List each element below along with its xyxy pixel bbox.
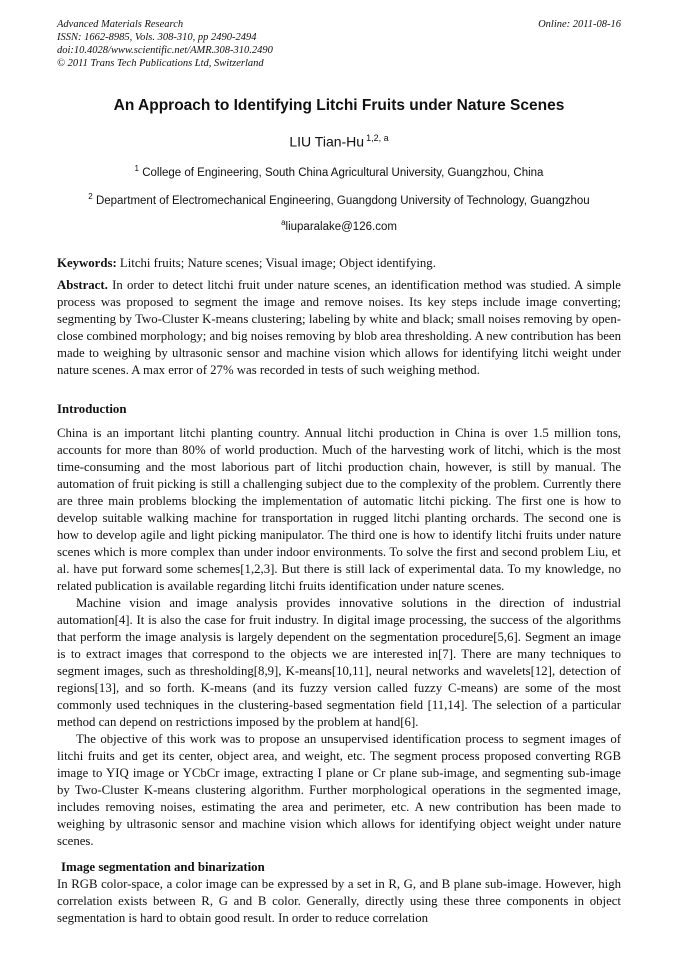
section-heading-introduction: Introduction (57, 402, 127, 417)
issn-line: ISSN: 1662-8985, Vols. 308-310, pp 2490-2494 (57, 32, 257, 43)
copyright-line: © 2011 Trans Tech Publications Ltd, Switzerland (57, 58, 264, 69)
author-email (57, 216, 621, 234)
affiliation-2-text: Department of Electromechanical Engineering, Guangdong University of Technology, Guangzhou (92, 195, 590, 208)
affiliation-2-marker: 2 (88, 192, 93, 202)
online-date: Online: 2011-08-16 (538, 19, 621, 30)
abstract-paragraph (57, 277, 621, 379)
abstract-text: In order to detect litchi fruit under nature scenes, an identification method was studied. A simple process was proposed to segment the image and remove noises. Its key steps include image converting; segmenting by Two-Cluster K-means clustering; labeling by white and black; small noises removing by open-close combined morphology; and big noises removing by blob area thresholding. A new contribution has been made to weighing by ultrasonic sensor and machine vision which allows for identifying litchi weight under nature scenes. A max error of 27% was recorded in tests of such weighing method. (57, 278, 621, 378)
affiliation-1-text: College of Engineering, South China Agricultural University, Guangzhou, China (139, 166, 544, 179)
email-address: liuparalake@126.com (285, 221, 397, 234)
affiliation-1 (57, 162, 621, 180)
intro-paragraph-1: China is an important litchi planting country. Annual litchi production in China is over 1.5 million tons, accounts for more than 80% of world production. Much of the harvesting work of litchi, which is the most time-consuming and the most laborious part of litchi production chain, however, is still by manual. The automation of fruit picking is still a challenging subject due to the complexity of the problem. Currently there are three main problems blocking the implementation of automatic litchi picking. The first one is how to develop suitable walking machine for transportation in rugged litchi planting orchards. The second one is how to develop agile and light picking manipulator. The third one is how to identify litchi fruits under nature scenes which is more complex than under indoor environments. To solve the first and second problem Liu, et al. have put forward some schemes[1,2,3]. But there is still lack of experimental data. To my knowledge, no related publication is available regarding litchi fruits identification under nature scenes. (57, 426, 621, 594)
author-name: LIU Tian-Hu (289, 133, 365, 150)
affiliation-1-marker: 1 (134, 163, 139, 173)
segmentation-paragraph-1: In RGB color-space, a color image can be expressed by a set in R, G, and B plane sub-image. However, high correlation exists between R, G and B color. Generally, directly using these three components in object segmentation is hard to obtain good result. In order to reduce correlation (57, 877, 621, 926)
intro-paragraph-3: The objective of this work was to propose an unsupervised identification process to segment images of litchi fruits and get its center, object area, and weight, etc. The segment process proposed converting RGB image to YIQ image or YCbCr image, extracting I plane or Cr plane sub-image, and segmenting sub-image by Two-Cluster K-means clustering algorithm. Further morphological operations in the segmented image, includes removing noises, estimating the area and perimeter, etc. A new contribution has been made to weighing by ultrasonic sensor and machine vision which allows for identifying object weight under nature scenes. (57, 732, 621, 849)
author-line (57, 129, 621, 151)
section-heading-segmentation: Image segmentation and binarization (61, 860, 265, 875)
affiliation-2 (57, 190, 621, 208)
keywords-text: Litchi fruits; Nature scenes; Visual image; Object identifying. (116, 256, 436, 271)
paper-title: An Approach to Identifying Litchi Fruits under Nature Scenes (113, 97, 565, 114)
keywords-label: Keywords: (57, 256, 117, 271)
doi-line: doi:10.4028/www.scientific.net/AMR.308-310.2490 (57, 45, 273, 56)
email-marker: a (281, 218, 286, 228)
journal-header (57, 18, 621, 70)
keywords-line (57, 255, 621, 272)
abstract-label: Abstract. (57, 278, 108, 293)
journal-name: Advanced Materials Research (57, 19, 184, 30)
intro-paragraph-2: Machine vision and image analysis provides innovative solutions in the direction of industrial automation[4]. It is also the case for fruit industry. In digital image processing, the success of the algorithms that perform the image analysis is largely dependent on the segmentation procedure[5,6]. Segment an image is to extract images that correspond to the objects we are interested in[7]. There are many techniques to segment images, such as thresholding[8,9], K-means[10,11], neural networks and wavelets[12], detection of regions[13], and so forth. K-means (and its fuzzy version called fuzzy C-means) are some of the most commonly used techniques in the clustering-based segmentation field [11,14]. The selection of a particular method can depend on restrictions imposed by the problem at hand[6]. (57, 596, 621, 730)
author-affil-marker: 1,2, a (366, 133, 389, 143)
journal-header-left (57, 18, 273, 70)
